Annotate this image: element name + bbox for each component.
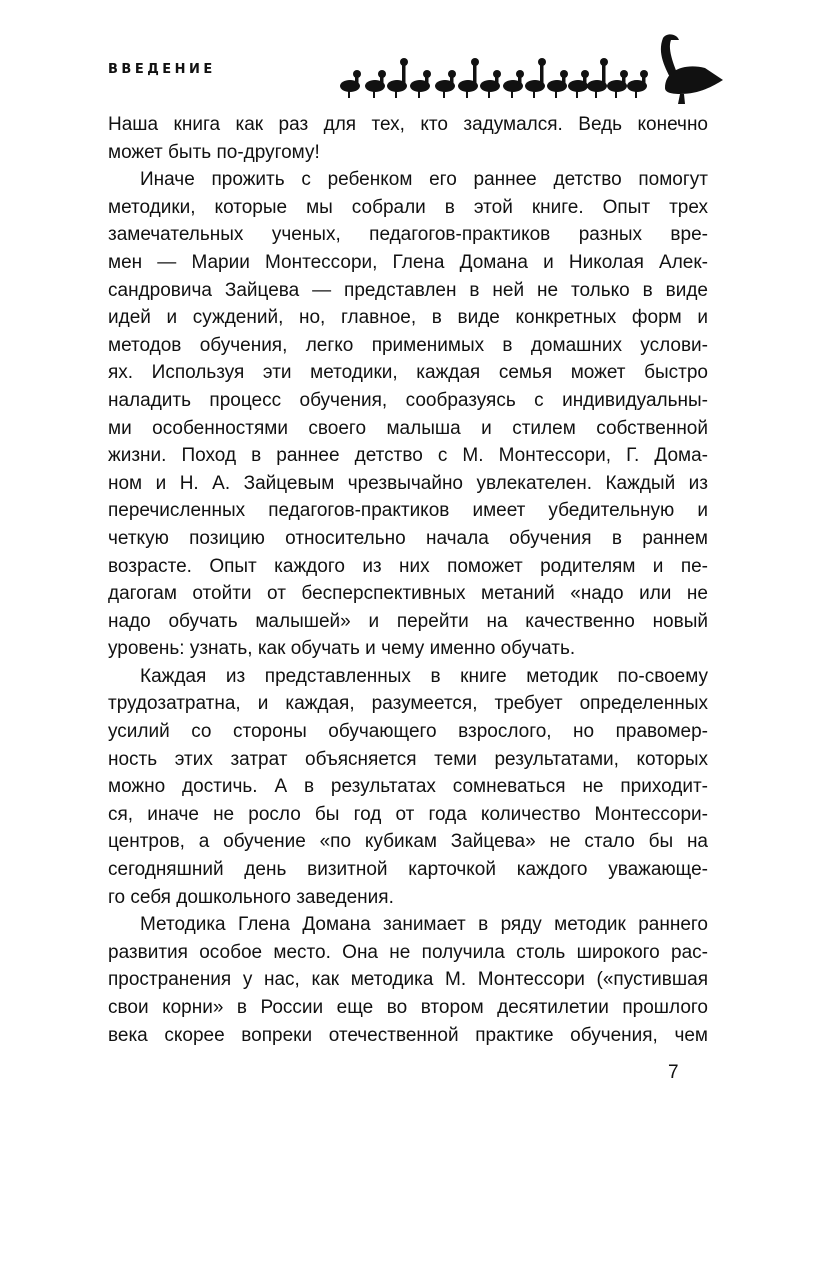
text-line: ях. Используя эти методики, каждая семья может быстро xyxy=(108,362,708,384)
text-line: Методика Глена Домана занимает в ряду методик раннего xyxy=(140,914,708,936)
text-line: пространения у нас, как методика М. Монтессори («пустившая xyxy=(108,969,708,991)
text-line: жизни. Поход в раннее детство с М. Монтессори, Г. Дома- xyxy=(108,445,708,467)
text-line: сегодняшний день визитной карточкой каждого уважающе- xyxy=(108,859,708,881)
text-line: методики, которые мы собрали в этой книге. Опыт трех xyxy=(108,196,708,218)
duck-ornament-icon xyxy=(335,28,725,108)
text-line: трудозатратна, и каждая, разумеется, требует определенных xyxy=(108,693,708,715)
text-line: го себя дошкольного заведения. xyxy=(108,886,394,908)
text-line: ность этих затрат объясняется теми результатами, которых xyxy=(108,748,708,770)
text-line: века скорее вопреки отечественной практике обучения, чем xyxy=(108,1024,708,1046)
text-line: уровень: узнать, как обучать и чему именно обучать. xyxy=(108,638,576,660)
text-line: надо обучать малышей» и перейти на качественно новый xyxy=(108,610,708,632)
paragraph xyxy=(108,111,708,166)
text-line: дагогам отойти от бесперспективных метаний «надо или не xyxy=(108,583,708,605)
text-line: сандровича Зайцева — представлен в ней не только в виде xyxy=(108,279,708,301)
paragraph xyxy=(108,166,708,663)
text-line: возрасте. Опыт каждого из них поможет родителям и пе- xyxy=(108,555,708,577)
page-number: 7 xyxy=(668,1062,679,1083)
text-line: Каждая из представленных в книге методик по-своему xyxy=(140,665,708,687)
text-line: четкую позицию относительно начала обучения в раннем xyxy=(108,527,708,549)
text-line: методов обучения, легко применимых в домашних услови- xyxy=(108,334,708,356)
text-line: усилий со стороны обучающего взрослого, но правомер- xyxy=(108,721,708,743)
text-line: замечательных ученых, педагогов-практиков разных вре- xyxy=(108,224,708,246)
text-line: идей и суждений, но, главное, в виде конкретных форм и xyxy=(108,307,708,329)
text-line: перечисленных педагогов-практиков имеет убедительную и xyxy=(108,500,708,522)
text-line: развития особое место. Она не получила столь широкого рас- xyxy=(108,941,708,963)
text-line: ном и Н. А. Зайцевым чрезвычайно увлекателен. Каждый из xyxy=(108,472,708,494)
text-line: можно достичь. А в результатах сомневаться не приходит- xyxy=(108,776,708,798)
text-line: ми особенностями своего малыша и стилем собственной xyxy=(108,417,708,439)
text-line: центров, а обучение «по кубикам Зайцева» не стало бы на xyxy=(108,831,708,853)
text-line: наладить процесс обучения, сообразуясь с индивидуальны- xyxy=(108,389,708,411)
paragraph xyxy=(108,663,708,911)
body-text xyxy=(108,111,708,1049)
text-line: Иначе прожить с ребенком его раннее детство помогут xyxy=(140,169,708,191)
text-line: может быть по-другому! xyxy=(108,141,320,163)
text-line: ся, иначе не росло бы год от года количество Монтессори- xyxy=(108,803,708,825)
section-title: ВВЕДЕНИЕ xyxy=(108,62,216,77)
text-line: мен — Марии Монтессори, Глена Домана и Николая Алек- xyxy=(108,251,708,273)
paragraph xyxy=(108,911,708,1049)
text-line: свои корни» в России еще во втором десятилетии прошлого xyxy=(108,997,708,1018)
text-line: Наша книга как раз для тех, кто задумался. Ведь конечно xyxy=(108,114,708,135)
